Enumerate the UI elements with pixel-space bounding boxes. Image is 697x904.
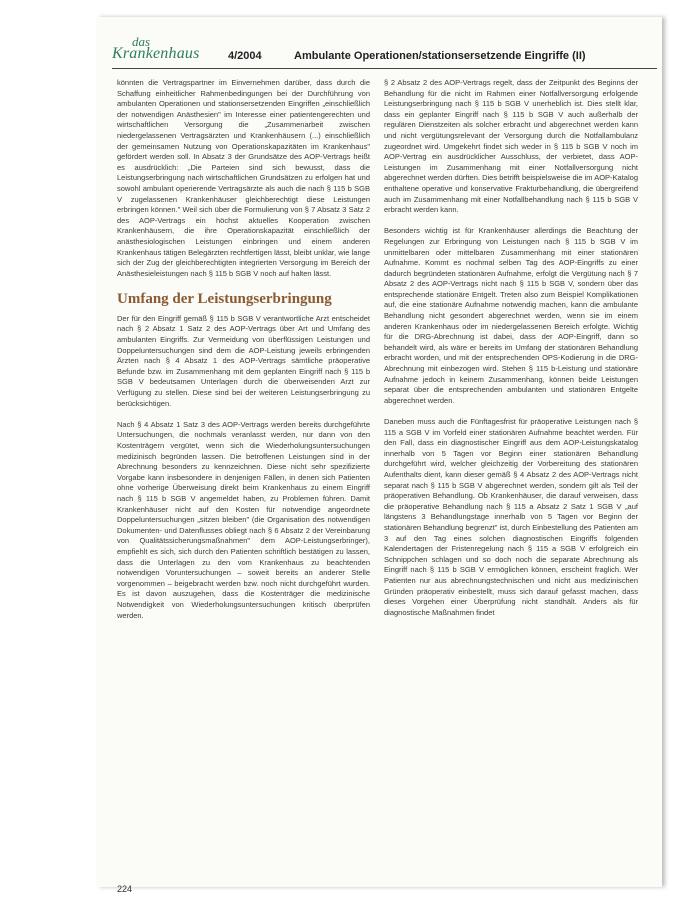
body-paragraph: Der für den Eingriff gemäß § 115 b SGB V verantwortliche Arzt entscheidet nach § 2 Absatz 1 Satz 2 des AOP-Vertrags über Art und Umfang des ambulanten Eingriffs. Zur Vermeidung von überflüssigen Leistungen und Doppeluntersuchungen sind dem die AOP-Leistung jeweils erbringenden Ärzten nach § 4 Absatz 1 des AOP-Vertrags sämtliche präoperative Befunde bzw. im Zusammenhang mit dem geplanten Eingriff nach § 115 b SGB V bedeutsamen Unterlagen durch die überweisenden Arzt zur Verfügung zu stellen. Diese sind bei der weiteren Leistungserbringung zu berücksichtigen. <box>117 313 370 408</box>
issue-number: 4/2004 <box>228 50 262 62</box>
journal-logo <box>112 34 217 68</box>
logo-line-1: das <box>132 34 151 49</box>
body-paragraph: Nach § 4 Absatz 1 Satz 3 des AOP-Vertrags werden bereits durchgeführte Untersuchungen, die nochmals veranlasst werden, nur dann von den Kostenträgern vergütet, wenn sich die Wiederholungsuntersuchungen medizinisch begründen lassen. Die betroffenen Leistungen sind in der Abrechnung besonders zu kennzeichnen. Diese nicht sehr spezifizierte Vorgabe kann insbesondere in denjenigen Fällen, in denen sich Patienten ohne vorherige Überweisung direkt beim Krankenhaus zu einem Eingriff nach § 115 b SGB V angemeldet haben, zu Problemen führen. Damit Krankenhäuser nicht auf den Kosten für notwendige angeordnete Doppeluntersuchungen „sitzen bleiben" (die Organisation des notwendigen Dokumenten- und Datenflusses obliegt nach § 6 Absatz 2 der Vereinbarung von Qualitätssicherungsmaßnahmen" dem AOP-Leistungserbringer), empfiehlt es sich, sich durch den Patienten schriftlich bestätigen zu lassen, dass die Unterlagen zu den vom Krankenhaus zu beachtenden notwendigen Voruntersuchungen – soweit bereits an anderer Stelle vorgenommen – beigebracht werden bzw. noch nicht durchgeführt wurden. Es ist davon auszugehen, dass die Kostenträger die medizinische Notwendigkeit von Wiederholungsuntersuchungen kritisch überprüfen werden. <box>117 419 370 620</box>
running-title: Ambulante Operationen/stationsersetzende Eingriffe (II) <box>294 50 586 62</box>
body-paragraph: könnten die Vertragspartner im Einvernehmen darüber, dass durch die Schaffung einheitlicher Rahmenbedingungen bei der Durchführung von ambulanten Operationen und stationsersetzenden Eingriffen „einschließlich der notwendigen Anästhesien" im Interesse einer patientengerechten und wirtschaftlichen Versorgung die „Zusammenarbeit zwischen niedergelassenen Vertragsärzten und Krankenhäusern (...) einschließlich der gemeinsamen Nutzung von Operationskapazitäten im Krankenhaus" gefördert werden soll. In Absatz 3 der Grundsätze des AOP-Vertrags heißt es ausdrücklich: „Die Parteien sind sich bewusst, dass die Leistungserbringung nach wirtschaftlichen Grundsätzen zu erfolgen hat und sowohl ambulant operierende Vertragsärzte als auch die nach § 115 b SGB V zugelassenen Krankenhäuser gleichberechtigt diese Leistungen erbringen können." Weil sich über die Formulierung von § 7 Absatz 3 Satz 2 des AOP-Vertrags ein höchst aktuelles Kooperation zwischen Krankenhäusern, die ihre Operationskapazität einschließlich der anästhesiologischen Leistungen einbringen und einem anderen Krankenhaus tätigen Belegärzten rechtfertigen lässt, bleibt unklar, wie lange sich der Zug der gleichberechtigten integrierten Versorgung im Bereich der Anästhesieleistungen nach § 115 b SGB V noch auf halten lässt. <box>117 78 370 278</box>
left-column <box>117 78 370 632</box>
body-paragraph: § 2 Absatz 2 des AOP-Vertrags regelt, dass der Zeitpunkt des Beginns der Behandlung für die nicht im Rahmen einer Notfallversorgung erfolgende Leistungserbringung nach § 115 b SGB V unerheblich ist. Dies stellt klar, dass ein geplanter Eingriff nach § 115 b SGB V auch außerhalb der regulären Dienstzeiten als solcher erbracht und abgerechnet werden kann und nicht vergütungsrelevant der Versorgung durch die Notfallambulanz zugeordnet wird. Umgekehrt findet sich weder in § 115 b SGB V noch im AOP-Vertrag ein ausdrücklicher Ausschluss, der verbietet, dass AOP-Leistungen im Zusammenhang mit einer Notfallversorgung nicht abgerechnet werden dürften. Dies betrifft beispielsweise die im AOP-Katalog enthaltene operative und konservative Frakturbehandlung, die übergreifend auch im Zusammenhang mit einer Notfallbehandlung nach § 115 b SGB V erbracht werden kann. <box>384 78 638 215</box>
right-column <box>384 78 638 629</box>
body-paragraph: Daneben muss auch die Fünftagesfrist für präoperative Leistungen nach § 115 a SGB V im Vorfeld einer stationären Aufnahme beachtet werden. Für den Fall, dass ein diagnostischer Eingriff aus dem AOP-Leistungskatalog innerhalb von 5 Tagen vor Beginn einer stationären Behandlung durchgeführt wird, welcher gleichzeitig der Vorbereitung des stationären Aufenthalts dient, kann dieser gemäß § 4 Absatz 2 des AOP-Vertrags nicht separat nach § 115 b SGB V abgerechnet werden, sondern gilt als Teil der präoperativen Behandlung. Ob Krankenhäuser, die darauf verweisen, dass die präoperative Behandlung nach § 115 a Absatz 2 Satz 1 SGB V „auf längstens 3 Behandlungstage innerhalb von 5 Tagen vor Beginn der stationären Behandlung begrenzt" ist, durch Einbestellung des Patienten am 3 auf den Tag eines solchen diagnostischen Eingriffs folgenden Kalendertagen der Fristenregelung nach § 115 a SGB V erfolgreich ein Schnippchen schlagen und so doch noch die separate Abrechnung als Eingriff nach § 115 b SGB V ermöglichen können, erscheint fraglich. Wer Patienten nur aus abrechnungstechnischen und nicht aus medizinischen Gründen präoperativ einbestellt, muss sich darauf gefasst machen, dass dieses Vorgehen einer Überprüfung nicht standhält. Anders als für diagnostische Maßnahmen findet <box>384 417 638 617</box>
journal-header <box>112 34 657 69</box>
body-paragraph: Besonders wichtig ist für Krankenhäuser allerdings die Beachtung der Regelungen zur Erbringung von Leistungen nach § 115 b SGB V im unmittelbaren oder mittelbaren Zusammenhang mit einer stationären Aufnahme. Kommt es nochmal selben Tag des AOP-Eingriffs zu einer dadurch begründeten stationären Aufnahme, erfolgt die Vergütung nach § 7 Absatz 2 des AOP-Vertrags nicht nach § 115 b SGB V, sondern über das entsprechende stationäre Entgelt. Treten also zum Beispiel Komplikationen auf, die eine stationäre Aufnahme notwendig machen, kann die ambulante Behandlung nicht gesondert abgerechnet werden, wenn sie im einem anderen Krankenhaus oder im niedergelassenen Bereich erfolgte. Wichtig für die DRG-Abrechnung ist dabei, dass der AOP-Eingriff, dann so behandelt wird, als wäre er bereits im Umfang der stationären Behandlung erbracht worden, und mit der entsprechenden OPS-Kodierung in die DRG-Abrechnung mit einbezogen wird. Stehen § 115 b-Leistung und stationäre Aufnahme jedoch in keinem Zusammenhang, können beide Leistungen separat über die entsprechenden ambulanten und stationären Entgelte abgerechnet werden. <box>384 226 638 405</box>
page-number: 224 <box>117 884 133 894</box>
section-heading: Umfang der Leistungserbringung <box>117 290 332 307</box>
logo-line-2: Krankenhaus <box>112 45 200 62</box>
